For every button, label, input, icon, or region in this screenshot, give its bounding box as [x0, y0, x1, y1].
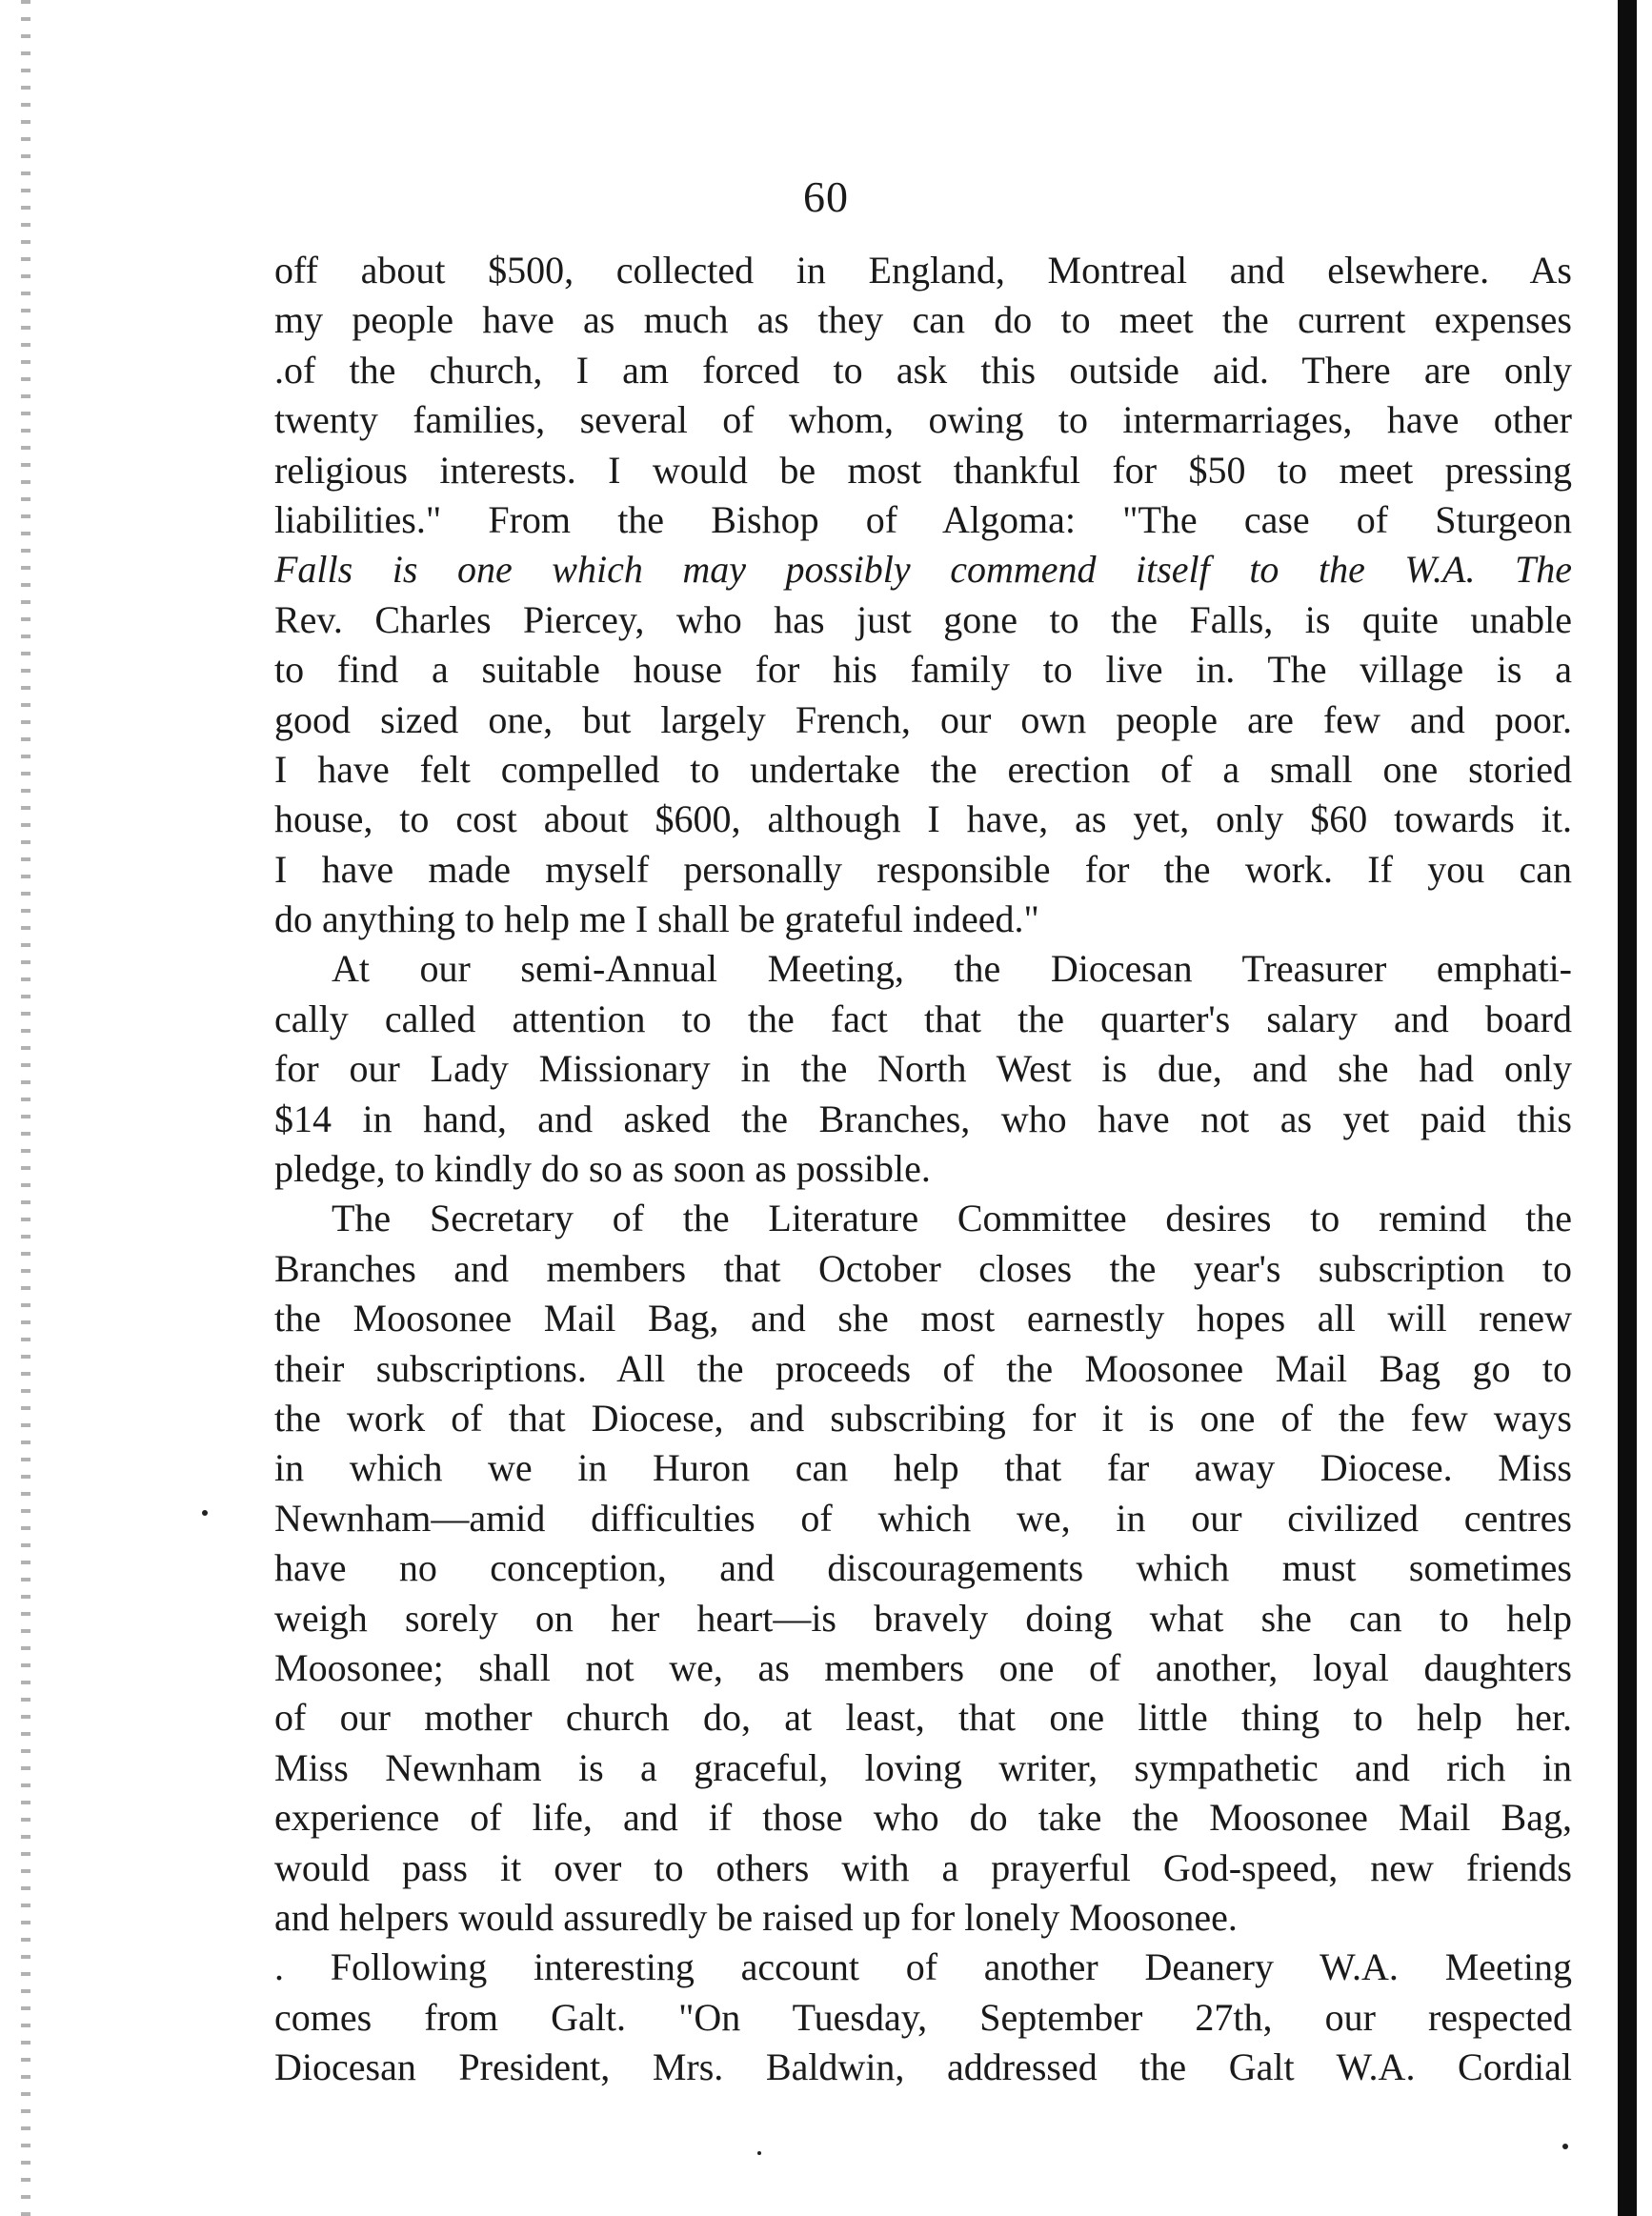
text-line: Moosonee; shall not we, as members one of another, loyal daughters [274, 1645, 1572, 1689]
text-line: cally called attention to the fact that the quarter's salary and board [274, 997, 1572, 1040]
text-line: would pass it over to others with a prayerful God-speed, new friends [274, 1845, 1572, 1889]
text-line: the work of that Diocese, and subscribing for it is one of the few ways [274, 1396, 1572, 1440]
text-line: $14 in hand, and asked the Branches, who have not as yet paid this [274, 1097, 1572, 1140]
text-line: religious interests. I would be most thankful for $50 to meet pressing [274, 448, 1572, 492]
text-line: At our semi-Annual Meeting, the Diocesan Treasurer emphati- [332, 947, 1572, 991]
text-line: Miss Newnham is a graceful, loving writer, sympathetic and rich in [274, 1745, 1572, 1789]
ink-speck [757, 2151, 761, 2155]
text-line: .of the church, I am forced to ask this outside aid. There are only [274, 348, 1572, 392]
text-line: Branches and members that October closes the year's subscription to [274, 1246, 1572, 1290]
text-line: the Moosonee Mail Bag, and she most earnestly hopes all will renew [274, 1297, 1572, 1340]
body-text [274, 246, 1572, 2092]
text-line: pledge, to kindly do so as soon as possible. [274, 1147, 931, 1191]
text-line: weigh sorely on her heart—is bravely doing what she can to help [274, 1596, 1572, 1640]
text-line: liabilities." From the Bishop of Algoma: "The case of Sturgeon [274, 497, 1572, 541]
text-line: for our Lady Missionary in the North West is due, and she had only [274, 1047, 1572, 1091]
text-line: Rev. Charles Piercey, who has just gone to the Falls, is quite unable [274, 597, 1572, 641]
text-line: my people have as much as they can do to meet the current expenses [274, 298, 1572, 342]
text-line: good sized one, but largely French, our own people are few and poor. [274, 697, 1572, 741]
text-line: . Following interesting account of another Deanery W.A. Meeting [274, 1945, 1572, 1989]
binding-edge-bar [1618, 0, 1637, 2216]
text-line: house, to cost about $600, although I have, as yet, only $60 towards it. [274, 797, 1572, 841]
text-line: have no conception, and discouragements which must sometimes [274, 1546, 1572, 1590]
text-line: their subscriptions. All the proceeds of the Moosonee Mail Bag go to [274, 1346, 1572, 1390]
text-line: in which we in Huron can help that far away Diocese. Miss [274, 1446, 1572, 1490]
text-line: and helpers would assuredly be raised up for lonely Moosonee. [274, 1895, 1238, 1939]
ink-speck [202, 1510, 208, 1516]
text-line: experience of life, and if those who do take the Moosonee Mail Bag, [274, 1796, 1572, 1840]
left-margin-speckle [21, 0, 30, 2216]
text-line: of our mother church do, at least, that one little thing to help her. [274, 1696, 1572, 1740]
page-number: 60 [803, 172, 849, 221]
text-line: to find a suitable house for his family to live in. The village is a [274, 648, 1572, 692]
text-line: I have felt compelled to undertake the erection of a small one storied [274, 747, 1572, 791]
text-line: Diocesan President, Mrs. Baldwin, addressed the Galt W.A. Cordial [274, 2045, 1572, 2089]
text-line: off about $500, collected in England, Montreal and elsewhere. As [274, 249, 1572, 292]
text-line: twenty families, several of whom, owing to intermarriages, have other [274, 398, 1572, 442]
text-line: comes from Galt. "On Tuesday, September 27th, our respected [274, 1995, 1572, 2039]
text-line: Falls is one which may possibly commend itself to the W.A. The [274, 548, 1572, 592]
text-line: Newnham—amid difficulties of which we, in our civilized centres [274, 1496, 1572, 1540]
ink-speck [1562, 2144, 1568, 2149]
text-line: The Secretary of the Literature Committee desires to remind the [332, 1197, 1572, 1240]
text-line: do anything to help me I shall be grateful indeed." [274, 897, 1039, 941]
text-line: I have made myself personally responsible for the work. If you can [274, 847, 1572, 891]
